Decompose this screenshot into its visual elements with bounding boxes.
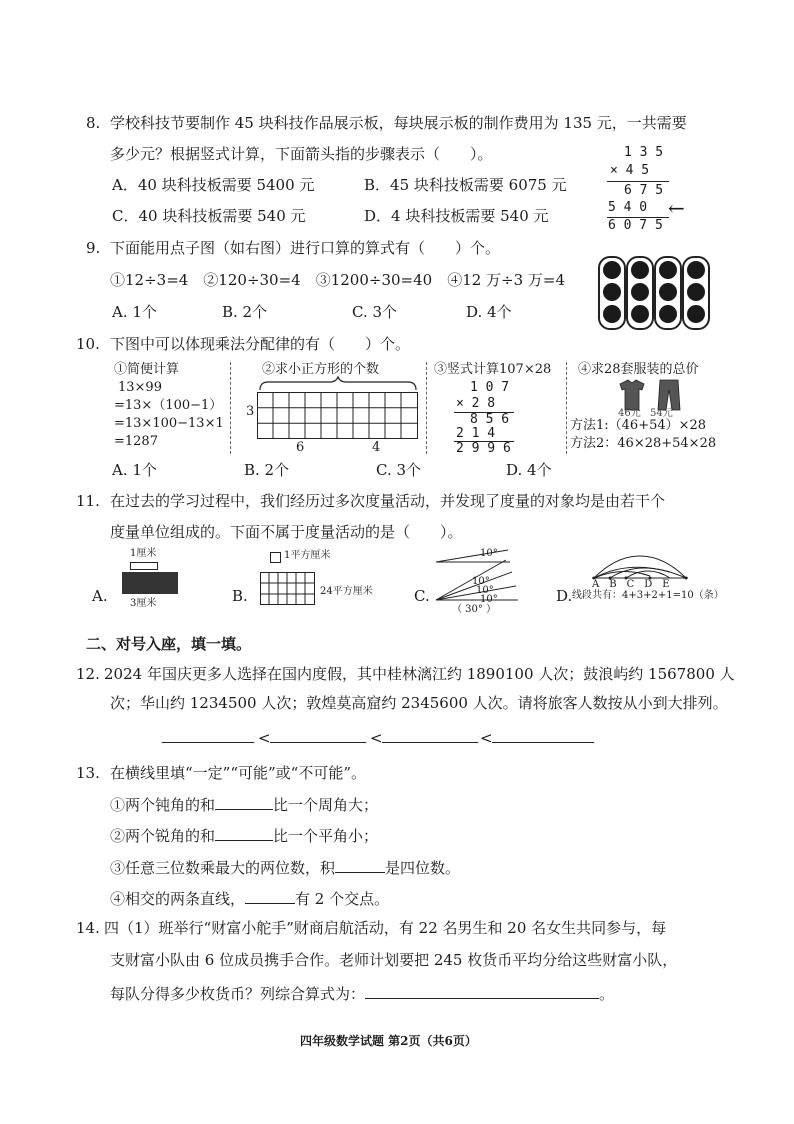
q10-box1-line4: =1287 bbox=[114, 434, 158, 449]
dot bbox=[603, 305, 621, 323]
q10-box3-row4: 2 1 4 bbox=[456, 426, 496, 441]
q11-option-c-label: C. bbox=[414, 587, 430, 605]
q13-item-2 bbox=[110, 824, 378, 846]
q11-c-angle-label: 10° bbox=[476, 585, 494, 596]
q8-calc-row4: 5 4 0 bbox=[608, 200, 648, 215]
dot bbox=[687, 283, 705, 301]
q12-answer-blank-3[interactable] bbox=[382, 742, 478, 743]
q9-option-c: C. 3个 bbox=[352, 303, 398, 321]
q8-option-d: D．4 块科技板需要 540 元 bbox=[364, 207, 549, 225]
q14-stem-line3 bbox=[110, 982, 614, 1004]
q13-item-3-before: ③任意三位数乘最大的两位数，积 bbox=[110, 859, 336, 877]
q14-stem-line2: 支财富小队由 6 位成员携手合作。老师计划要把 245 枚货币平均分给这些财富小队， bbox=[110, 951, 678, 969]
q10-stem: 下图中可以体现乘法分配律的有（ ）个。 bbox=[110, 335, 411, 353]
q11-b-unit-label: 1平方厘米 bbox=[284, 550, 331, 561]
q10-number: 10. bbox=[76, 335, 100, 353]
q10-box2-brace bbox=[258, 376, 418, 392]
q13-item-4 bbox=[110, 887, 389, 909]
q11-c-angle-label: 10° bbox=[480, 548, 498, 559]
q9-option-a: A. 1个 bbox=[112, 303, 157, 321]
q8-calc-row5: 6 0 7 5 bbox=[608, 218, 663, 233]
q9-expressions: ①12÷3=4 ②120÷30=4 ③1200÷30=40 ④12 万÷3 万=4 bbox=[110, 271, 566, 289]
q12-stem-line1: 2024 年国庆更多人选择在国内度假，其中桂林漓江约 1890100 人次；鼓浪屿约 1567800 人 bbox=[104, 665, 735, 683]
q11-a-length-label: 3厘米 bbox=[130, 598, 157, 609]
q11-stem-line1: 在过去的学习过程中，我们经历过多次度量活动，并发现了度量的对象均是由若干个 bbox=[110, 492, 666, 510]
q10-box3-title: ③竖式计算107×28 bbox=[434, 362, 552, 377]
q12-less-than-3: < bbox=[480, 729, 493, 747]
q8-arrow-icon: ← bbox=[668, 196, 685, 220]
q13-blank-1[interactable] bbox=[215, 793, 273, 810]
q8-stem-line2: 多少元？根据竖式计算，下面箭头指的步骤表示（ ）。 bbox=[110, 145, 493, 163]
dot bbox=[659, 283, 677, 301]
q11-d-point-labels: A B C D E bbox=[592, 579, 670, 590]
q11-number: 11. bbox=[76, 492, 100, 510]
q13-item-4-before: ④相交的两条直线， bbox=[110, 890, 246, 908]
q9-stem: 下面能用点子图（如右图）进行口算的算式有（ ）个。 bbox=[110, 239, 501, 257]
q13-blank-2[interactable] bbox=[215, 824, 273, 841]
q13-stem: 在横线里填“一定”“可能”或“不可能”。 bbox=[110, 764, 367, 782]
q13-item-2-before: ②两个锐角的和 bbox=[110, 827, 216, 845]
q10-box3-row1: 1 0 7 bbox=[470, 380, 510, 395]
q11-a-unit-label: 1厘米 bbox=[130, 548, 157, 559]
q13-item-1-after: 比一个周角大； bbox=[273, 796, 379, 814]
q10-box4-price2: 54元 bbox=[650, 408, 673, 419]
q14-line3-end: 。 bbox=[599, 985, 615, 1003]
dot-column bbox=[654, 256, 682, 330]
q10-box2-grid bbox=[257, 392, 419, 440]
q8-calc-rule1 bbox=[607, 181, 669, 182]
q10-box2-side-label: 3 bbox=[246, 404, 255, 419]
q10-box2-width2: 4 bbox=[372, 440, 381, 455]
q12-less-than-2: < bbox=[370, 729, 383, 747]
q9-number: 9. bbox=[86, 239, 101, 257]
q12-stem-line2: 次；华山约 1234500 人次；敦煌莫高窟约 2345600 人次。请将旅客人数按从小到大排列。 bbox=[110, 694, 728, 712]
q11-c-angle-label: 10° bbox=[480, 594, 498, 605]
q10-separator bbox=[426, 362, 427, 454]
q13-item-2-after: 比一个平角小； bbox=[273, 827, 379, 845]
dot bbox=[631, 283, 649, 301]
q11-c-angle-label: 10° bbox=[472, 576, 490, 587]
q12-less-than-1: < bbox=[258, 729, 271, 747]
q10-box4-price1: 46元 bbox=[618, 408, 641, 419]
dot bbox=[603, 283, 621, 301]
q9-option-d: D. 4个 bbox=[466, 303, 512, 321]
q11-option-b-label: B. bbox=[232, 587, 248, 605]
q12-number: 12. bbox=[76, 665, 100, 683]
q13-blank-4[interactable] bbox=[245, 887, 295, 904]
q11-option-d-label: D. bbox=[556, 587, 573, 605]
q10-option-a: A. 1个 bbox=[112, 461, 157, 479]
q8-option-b: B．45 块科技板需要 6075 元 bbox=[364, 176, 567, 194]
q13-item-1 bbox=[110, 793, 378, 815]
q11-a-measured-bar bbox=[122, 572, 178, 594]
q14-number: 14. bbox=[76, 919, 100, 937]
q8-option-c: C．40 块科技板需要 540 元 bbox=[112, 207, 306, 225]
q11-option-a-label: A. bbox=[92, 587, 108, 605]
q12-answer-blank-1[interactable] bbox=[162, 742, 254, 743]
q8-calc-row1: 1 3 5 bbox=[624, 145, 664, 160]
q12-answer-blank-2[interactable] bbox=[270, 742, 366, 743]
q11-c-total-label: （ 30° ） bbox=[452, 604, 497, 615]
q10-box3-row2: × 2 8 bbox=[456, 396, 496, 411]
q10-box2-title: ②求小正方形的个数 bbox=[262, 362, 380, 377]
q13-item-4-after: 有 2 个交点。 bbox=[295, 890, 390, 908]
q10-box1-line2: =13×（100−1） bbox=[114, 398, 223, 413]
q11-b-unit-square bbox=[270, 552, 281, 563]
q13-item-3-after: 是四位数。 bbox=[385, 859, 461, 877]
q10-separator bbox=[566, 362, 567, 454]
q10-option-b: B. 2个 bbox=[244, 461, 290, 479]
q8-stem-line1: 学校科技节要制作 45 块科技作品展示板，每块展示板的制作费用为 135 元，一共需要 bbox=[110, 114, 687, 132]
q11-b-area-grid bbox=[260, 572, 316, 606]
q14-answer-blank[interactable] bbox=[365, 982, 599, 999]
q10-box3-row5: 2 9 9 6 bbox=[456, 441, 511, 456]
q10-option-d: D. 4个 bbox=[506, 461, 552, 479]
dot bbox=[631, 305, 649, 323]
dot-column bbox=[598, 256, 626, 330]
q11-b-area-label: 24平方厘米 bbox=[320, 586, 373, 597]
page-footer: 四年级数学试题 第2页（共6页） bbox=[300, 1034, 477, 1048]
q13-item-3 bbox=[110, 856, 460, 878]
dot-column bbox=[682, 256, 710, 330]
q10-box3-row3: 8 5 6 bbox=[470, 412, 510, 427]
dot bbox=[687, 305, 705, 323]
q10-box4-method2: 方法2：46×28+54×28 bbox=[570, 436, 717, 451]
q14-line3-text: 每队分得多少枚货币？列综合算式为： bbox=[110, 985, 366, 1003]
section-2-heading: 二、对号入座，填一填。 bbox=[86, 635, 252, 653]
dot bbox=[631, 261, 649, 279]
q8-calc-row2: × 4 5 bbox=[610, 163, 650, 178]
dot bbox=[687, 261, 705, 279]
q13-item-1-before: ①两个钝角的和 bbox=[110, 796, 216, 814]
q12-answer-blank-4[interactable] bbox=[492, 742, 594, 743]
dot bbox=[603, 261, 621, 279]
q11-a-unit-bar bbox=[130, 562, 158, 570]
q10-box4-method1: 方法1:（46+54）×28 bbox=[570, 418, 707, 433]
q10-box4-title: ④求28套服装的总价 bbox=[578, 362, 699, 377]
q8-option-a: A．40 块科技板需要 5400 元 bbox=[112, 176, 315, 194]
q10-box2-width1: 6 bbox=[296, 440, 305, 455]
dot bbox=[659, 305, 677, 323]
q11-d-count-text: 线段共有：4+3+2+1=10（条） bbox=[572, 590, 724, 601]
q10-option-c: C. 3个 bbox=[376, 461, 422, 479]
q8-calc-row3: 6 7 5 bbox=[624, 183, 664, 198]
q14-stem-line1: 四（1）班举行“财富小舵手”财商启航活动，有 22 名男生和 20 名女生共同参与，每 bbox=[104, 919, 667, 937]
q8-number: 8. bbox=[86, 114, 101, 132]
q10-box1-line1: 13×99 bbox=[118, 380, 162, 395]
q10-box1-line3: =13×100−13×1 bbox=[114, 416, 224, 431]
dot-column bbox=[626, 256, 654, 330]
q9-option-b: B. 2个 bbox=[222, 303, 268, 321]
dot bbox=[659, 261, 677, 279]
q13-blank-3[interactable] bbox=[335, 856, 385, 873]
q10-separator bbox=[230, 362, 231, 454]
q10-box1-title: ①简便计算 bbox=[114, 362, 180, 377]
q13-number: 13. bbox=[76, 764, 100, 782]
q11-stem-line2: 度量单位组成的。下面不属于度量活动的是（ ）。 bbox=[110, 523, 463, 541]
